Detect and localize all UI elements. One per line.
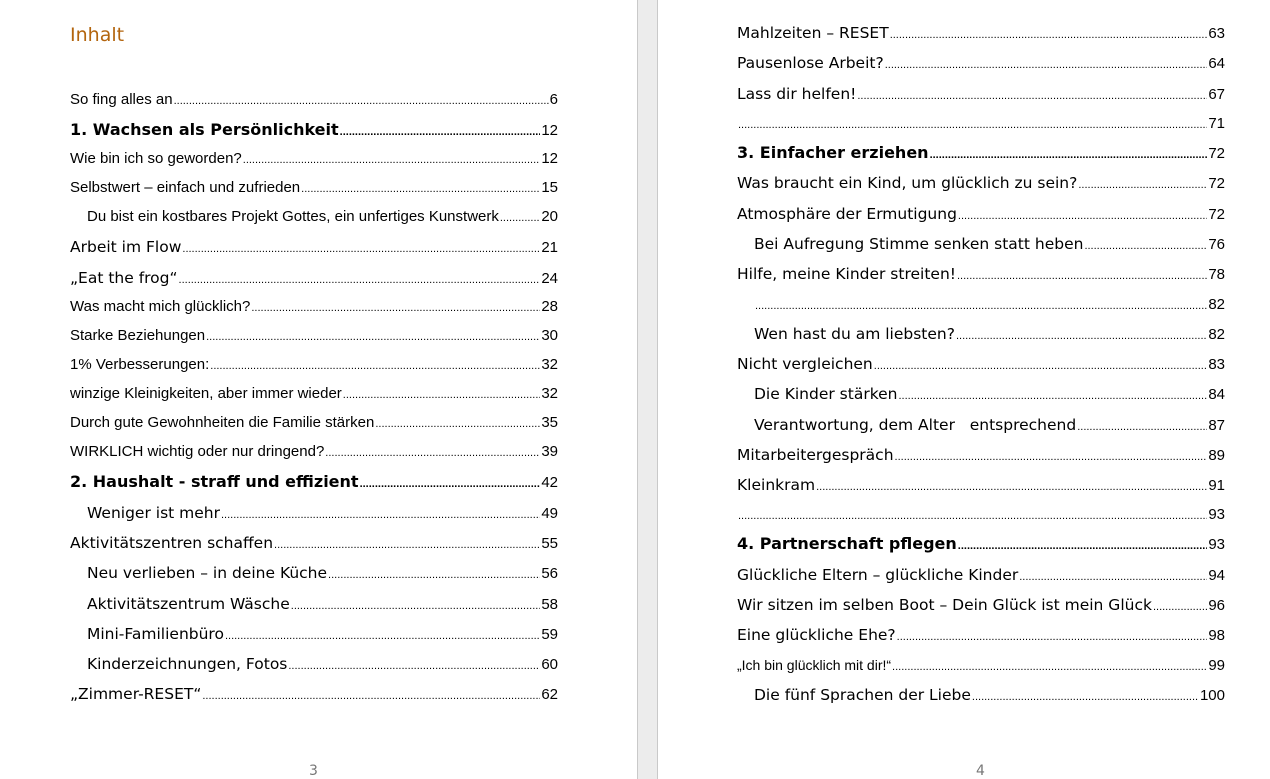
toc-entry[interactable] [70, 177, 558, 199]
toc-entry-title: 4. Partnerschaft pflegen [737, 534, 957, 553]
toc-entry-title: Verantwortung, dem Alter entsprechend [754, 416, 1077, 434]
toc-entry[interactable] [70, 653, 558, 675]
toc-entry-title: 3. Einfacher erziehen [737, 143, 929, 162]
toc-entry-page: 99 [1208, 657, 1225, 674]
toc-entry-title: Starke Beziehungen [70, 327, 206, 344]
toc-entry-page: 93 [1208, 536, 1225, 553]
leader-dots [360, 471, 541, 495]
leader-dots [892, 654, 1207, 678]
toc-chapter[interactable] [737, 142, 1225, 164]
toc-entry-page: 91 [1208, 477, 1225, 494]
toc-entry-title: Aktivitätszentren schaffen [70, 534, 274, 552]
toc-entry-page: 94 [1208, 567, 1225, 584]
leader-dots [328, 562, 540, 586]
toc-entry-title: Du bist ein kostbares Projekt Gottes, ein unfertiges Kunstwerk [87, 208, 499, 225]
toc-entry-title: Atmosphäre der Ermutigung [737, 205, 957, 223]
leader-dots [500, 206, 540, 229]
toc-entry[interactable] [70, 441, 558, 463]
leader-dots [225, 623, 540, 647]
toc-entry[interactable] [70, 206, 558, 228]
toc-heading: Inhalt [70, 24, 125, 46]
leader-dots [243, 148, 541, 171]
toc-entry-title: Lass dir helfen! [737, 85, 857, 103]
toc-entry-title: Was braucht ein Kind, um glücklich zu sein? [737, 174, 1078, 192]
leader-dots [182, 236, 540, 260]
toc-entry-page: 93 [1208, 506, 1225, 523]
toc-chapter[interactable] [70, 471, 558, 493]
toc-entry-page: 20 [541, 208, 558, 225]
leader-dots [956, 323, 1207, 347]
toc-entry-title: WIRKLICH wichtig oder nur dringend? [70, 443, 325, 460]
leader-dots [325, 441, 540, 464]
toc-entry[interactable] [70, 267, 558, 289]
toc-entry[interactable] [737, 293, 1225, 315]
leader-dots [288, 653, 540, 677]
toc-entry-page: 6 [549, 91, 558, 108]
toc-entry-title: „Ich bin glücklich mit dir!“ [737, 657, 892, 673]
toc-entry-page: 71 [1208, 115, 1225, 132]
toc-entry[interactable] [70, 383, 558, 405]
toc-entry-title: Die fünf Sprachen der Liebe [754, 686, 971, 704]
toc-entry[interactable] [70, 412, 558, 434]
toc-entry[interactable] [737, 654, 1225, 676]
toc-entry-page: 42 [541, 474, 558, 491]
toc-entry-title: 1% Verbesserungen: [70, 356, 210, 373]
toc-entry-page: 72 [1208, 145, 1225, 162]
toc-entry[interactable] [737, 414, 1225, 436]
toc-entry[interactable] [737, 444, 1225, 466]
toc-chapter[interactable] [70, 119, 558, 141]
toc-entry[interactable] [70, 623, 558, 645]
page-gutter [637, 0, 658, 779]
toc-entry[interactable] [737, 112, 1225, 134]
toc-entry-page: 78 [1208, 266, 1225, 283]
leader-dots [958, 203, 1207, 227]
toc-entry[interactable] [70, 148, 558, 170]
leader-dots [221, 502, 540, 526]
toc-entry-title: 1. Wachsen als Persönlichkeit [70, 120, 339, 139]
leader-dots [340, 119, 541, 143]
leader-dots [957, 263, 1207, 287]
leader-dots [174, 89, 549, 112]
toc-entry[interactable] [737, 52, 1225, 74]
toc-entry-page: 28 [541, 298, 558, 315]
toc-entry-page: 84 [1208, 386, 1225, 403]
toc-entry-title: Mini-Familienbüro [87, 625, 224, 643]
toc-entry-title: Nicht vergleichen [737, 355, 873, 373]
toc-entry[interactable] [70, 296, 558, 318]
toc-entry-page: 55 [541, 535, 558, 552]
leader-dots [898, 383, 1207, 407]
toc-entry-title: Glückliche Eltern – glückliche Kinder [737, 566, 1019, 584]
leader-dots [1153, 594, 1207, 618]
toc-entry-page: 62 [541, 686, 558, 703]
toc-entry-title: Aktivitätszentrum Wäsche [87, 595, 290, 613]
toc-entry-page: 83 [1208, 356, 1225, 373]
leader-dots [930, 142, 1208, 166]
toc-entry-title: Durch gute Gewohnheiten die Familie stärken [70, 414, 375, 431]
leader-dots [291, 593, 541, 617]
toc-entry-page: 72 [1208, 175, 1225, 192]
leader-dots [738, 503, 1207, 527]
toc-entry-page: 49 [541, 505, 558, 522]
toc-entry[interactable] [737, 172, 1225, 194]
leader-dots [1019, 564, 1207, 588]
toc-entry-title: Arbeit im Flow [70, 238, 182, 256]
toc-entry-page: 64 [1208, 55, 1225, 72]
toc-entry-page: 24 [541, 270, 558, 287]
toc-entry-title: So fing alles an [70, 91, 173, 108]
toc-entry-title: Wen hast du am liebsten? [754, 325, 955, 343]
toc-entry[interactable] [737, 474, 1225, 496]
leader-dots [274, 532, 540, 556]
leader-dots [755, 293, 1207, 317]
toc-entry-page: 100 [1199, 687, 1225, 704]
toc-entry[interactable] [70, 354, 558, 376]
leader-dots [1077, 414, 1207, 438]
leader-dots [1084, 233, 1207, 257]
toc-entry-title: Wir sitzen im selben Boot – Dein Glück ist mein Glück [737, 596, 1152, 614]
toc-entry[interactable] [737, 383, 1225, 405]
leader-dots [895, 444, 1208, 468]
toc-entry-title: Weniger ist mehr [87, 504, 220, 522]
page-number-right: 4 [976, 763, 985, 779]
leader-dots [179, 267, 541, 291]
leader-dots [301, 177, 540, 200]
leader-dots [210, 354, 540, 377]
toc-entry[interactable] [70, 236, 558, 258]
toc-entry-title: 2. Haushalt - straff und effizient [70, 472, 359, 491]
toc-entry-page: 58 [541, 596, 558, 613]
leader-dots [375, 412, 540, 435]
toc-entry[interactable] [737, 503, 1225, 525]
toc-entry[interactable] [70, 593, 558, 615]
toc-entry-page: 96 [1208, 597, 1225, 614]
toc-entry[interactable] [70, 683, 558, 705]
toc-entry-page: 56 [541, 565, 558, 582]
toc-entry-title: Eine glückliche Ehe? [737, 626, 896, 644]
leader-dots [738, 112, 1207, 136]
toc-entry-title: Kleinkram [737, 476, 816, 494]
toc-entry[interactable] [737, 564, 1225, 586]
toc-chapter[interactable] [737, 533, 1225, 555]
leader-dots [343, 383, 541, 406]
toc-entry-page: 76 [1208, 236, 1225, 253]
toc-entry-title: „Eat the frog“ [70, 269, 178, 287]
toc-entry-title: Wie bin ich so geworden? [70, 150, 242, 167]
toc-entry-title: winzige Kleinigkeiten, aber immer wieder [70, 385, 342, 402]
toc-entry-page: 12 [541, 150, 558, 167]
leader-dots [857, 83, 1207, 107]
toc-entry[interactable] [70, 89, 558, 111]
toc-entry[interactable] [737, 263, 1225, 285]
toc-entry-title: Hilfe, meine Kinder streiten! [737, 265, 956, 283]
leader-dots [202, 683, 540, 707]
toc-entry-page: 98 [1208, 627, 1225, 644]
toc-entry-page: 30 [541, 327, 558, 344]
leader-dots [890, 22, 1208, 46]
toc-entry-title: Die Kinder stärken [754, 385, 898, 403]
toc-entry[interactable] [737, 203, 1225, 225]
leader-dots [885, 52, 1208, 76]
toc-entry[interactable] [70, 502, 558, 524]
toc-entry-page: 72 [1208, 206, 1225, 223]
toc-entry-page: 82 [1208, 296, 1225, 313]
toc-entry-title: Pausenlose Arbeit? [737, 54, 884, 72]
toc-entry-page: 21 [541, 239, 558, 256]
toc-entry-title: Selbstwert – einfach und zufrieden [70, 179, 301, 196]
toc-entry-page: 82 [1208, 326, 1225, 343]
toc-entry-page: 32 [541, 385, 558, 402]
toc-entry[interactable] [737, 22, 1225, 44]
leader-dots [972, 684, 1199, 708]
leader-dots [897, 624, 1208, 648]
leader-dots [816, 474, 1207, 498]
toc-entry-page: 39 [541, 443, 558, 460]
toc-entry-page: 35 [541, 414, 558, 431]
leader-dots [1078, 172, 1207, 196]
toc-entry[interactable] [737, 353, 1225, 375]
toc-entry-title: Neu verlieben – in deine Küche [87, 564, 328, 582]
toc-entry-page: 12 [541, 122, 558, 139]
toc-entry-title: Was macht mich glücklich? [70, 298, 251, 315]
page-number-left: 3 [309, 763, 318, 779]
toc-entry-title: Bei Aufregung Stimme senken statt heben [754, 235, 1084, 253]
toc-entry-title: Kinderzeichnungen, Fotos [87, 655, 288, 673]
toc-entry[interactable] [737, 83, 1225, 105]
toc-entry-page: 60 [541, 656, 558, 673]
toc-entry-title: „Zimmer-RESET“ [70, 685, 202, 703]
toc-entry-page: 87 [1208, 417, 1225, 434]
leader-dots [958, 533, 1208, 557]
toc-entry-title: Mitarbeitergespräch [737, 446, 894, 464]
toc-entry-page: 15 [541, 179, 558, 196]
toc-entry-page: 67 [1208, 86, 1225, 103]
toc-entry-page: 59 [541, 626, 558, 643]
toc-entry-page: 63 [1208, 25, 1225, 42]
leader-dots [874, 353, 1208, 377]
toc-entry-page: 89 [1208, 447, 1225, 464]
toc-entry[interactable] [737, 594, 1225, 616]
toc-entry[interactable] [70, 532, 558, 554]
toc-entry[interactable] [737, 684, 1225, 706]
leader-dots [251, 296, 540, 319]
toc-entry[interactable] [70, 562, 558, 584]
toc-entry-title: Mahlzeiten – RESET [737, 24, 889, 42]
toc-entry[interactable] [737, 624, 1225, 646]
toc-entry[interactable] [737, 323, 1225, 345]
leader-dots [206, 325, 540, 348]
toc-entry[interactable] [70, 325, 558, 347]
toc-entry-page: 32 [541, 356, 558, 373]
toc-entry[interactable] [737, 233, 1225, 255]
